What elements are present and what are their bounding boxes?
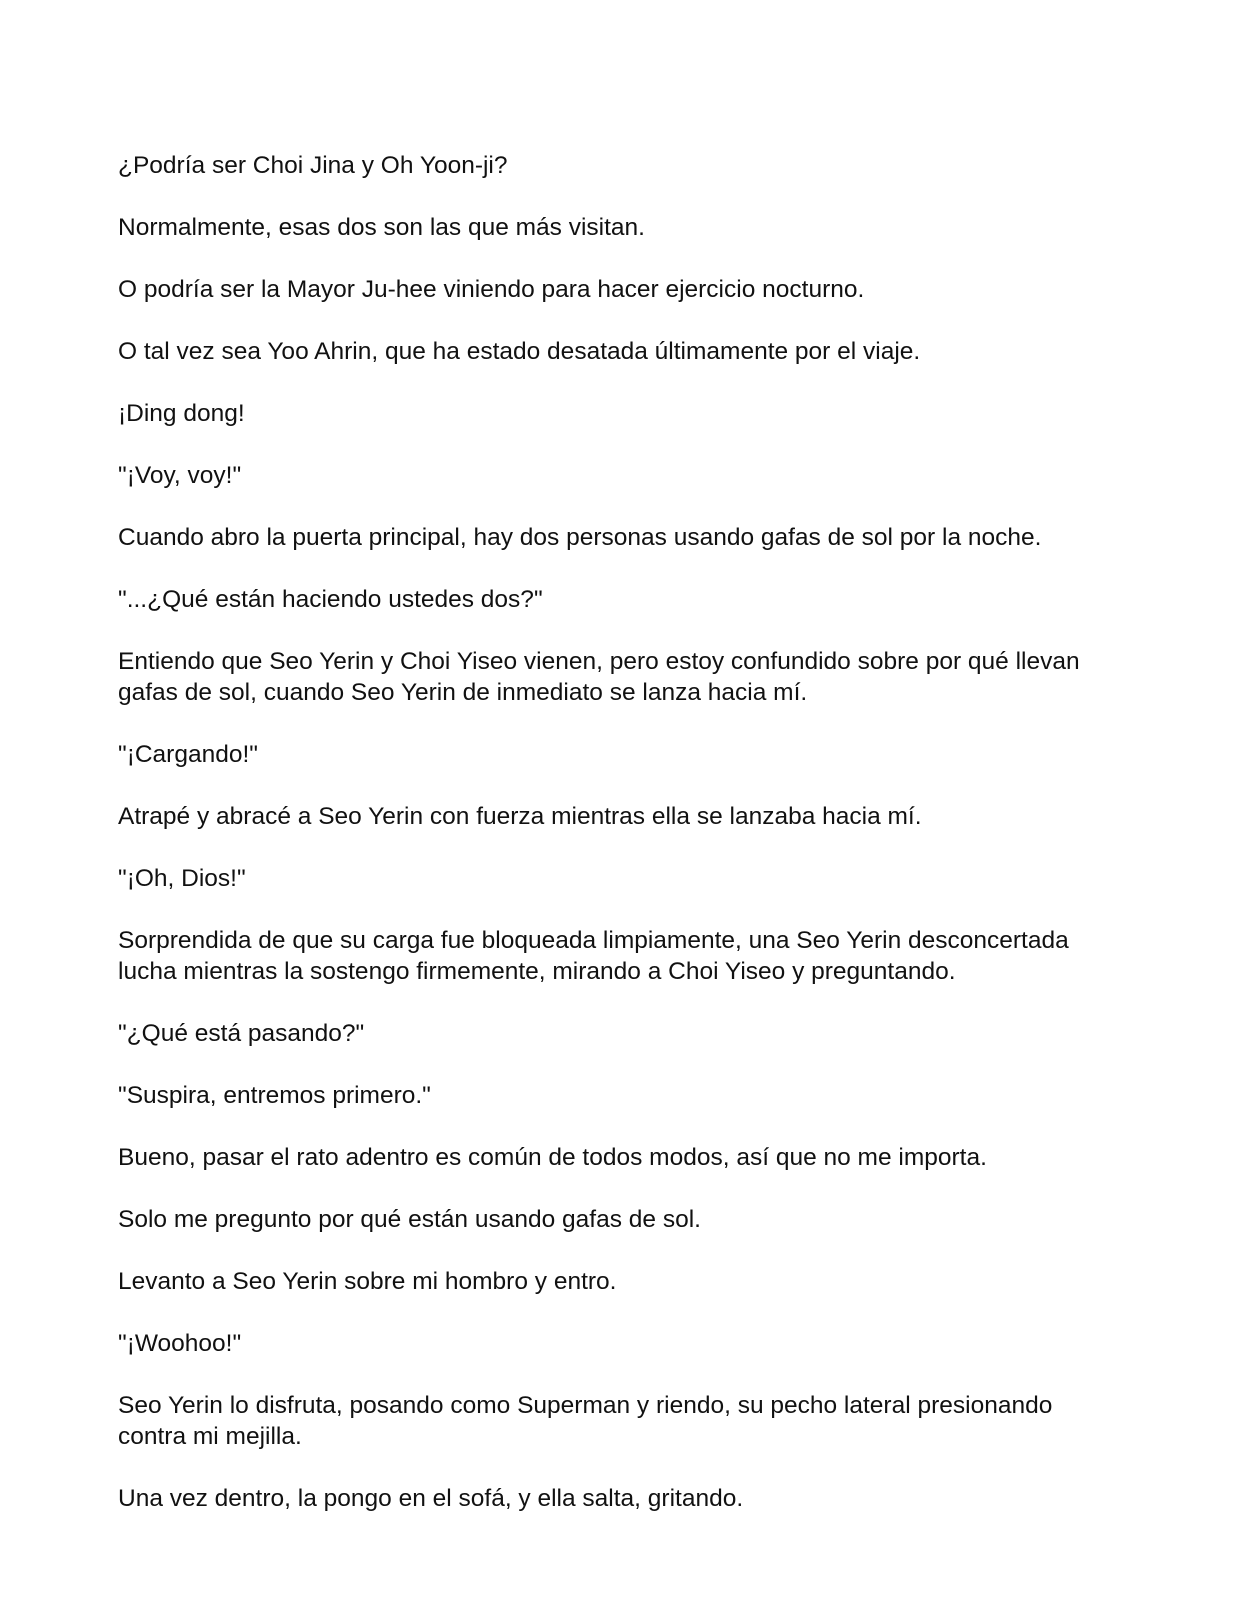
paragraph: O podría ser la Mayor Ju-hee viniendo para hacer ejercicio nocturno. xyxy=(118,276,865,303)
paragraph: Levanto a Seo Yerin sobre mi hombro y entro. xyxy=(118,1268,617,1295)
paragraph: ¡Ding dong! xyxy=(118,400,245,427)
paragraph: O tal vez sea Yoo Ahrin, que ha estado desatada últimamente por el viaje. xyxy=(118,338,921,365)
paragraph: ¿Podría ser Choi Jina y Oh Yoon-ji? xyxy=(118,152,508,179)
paragraph: "¡Woohoo!" xyxy=(118,1330,242,1357)
paragraph: Cuando abro la puerta principal, hay dos personas usando gafas de sol por la noche. xyxy=(118,524,1042,551)
paragraph: Atrapé y abracé a Seo Yerin con fuerza mientras ella se lanzaba hacia mí. xyxy=(118,803,922,830)
paragraph: "Suspira, entremos primero." xyxy=(118,1082,431,1109)
paragraph: "¡Cargando!" xyxy=(118,741,258,768)
paragraph: Seo Yerin lo disfruta, posando como Superman y riendo, su pecho lateral presionando contra mi mejilla. xyxy=(118,1392,1053,1450)
paragraph: "¡Voy, voy!" xyxy=(118,462,242,489)
paragraph: "¿Qué está pasando?" xyxy=(118,1020,365,1047)
paragraph: Una vez dentro, la pongo en el sofá, y ella salta, gritando. xyxy=(118,1485,744,1512)
paragraph: Bueno, pasar el rato adentro es común de todos modos, así que no me importa. xyxy=(118,1144,987,1171)
paragraph: Sorprendida de que su carga fue bloqueada limpiamente, una Seo Yerin desconcertada lucha mientras la sostengo firmemente, mirando a Choi Yiseo y preguntando. xyxy=(118,927,1069,985)
paragraph: "...¿Qué están haciendo ustedes dos?" xyxy=(118,586,543,613)
paragraph: Entiendo que Seo Yerin y Choi Yiseo vienen, pero estoy confundido sobre por qué llevan gafas de sol, cuando Seo Yerin de inmediato se lanza hacia mí. xyxy=(118,648,1080,706)
document-body xyxy=(118,150,1118,1545)
paragraph: Solo me pregunto por qué están usando gafas de sol. xyxy=(118,1206,701,1233)
paragraph: Normalmente, esas dos son las que más visitan. xyxy=(118,214,645,241)
paragraph: "¡Oh, Dios!" xyxy=(118,865,246,892)
